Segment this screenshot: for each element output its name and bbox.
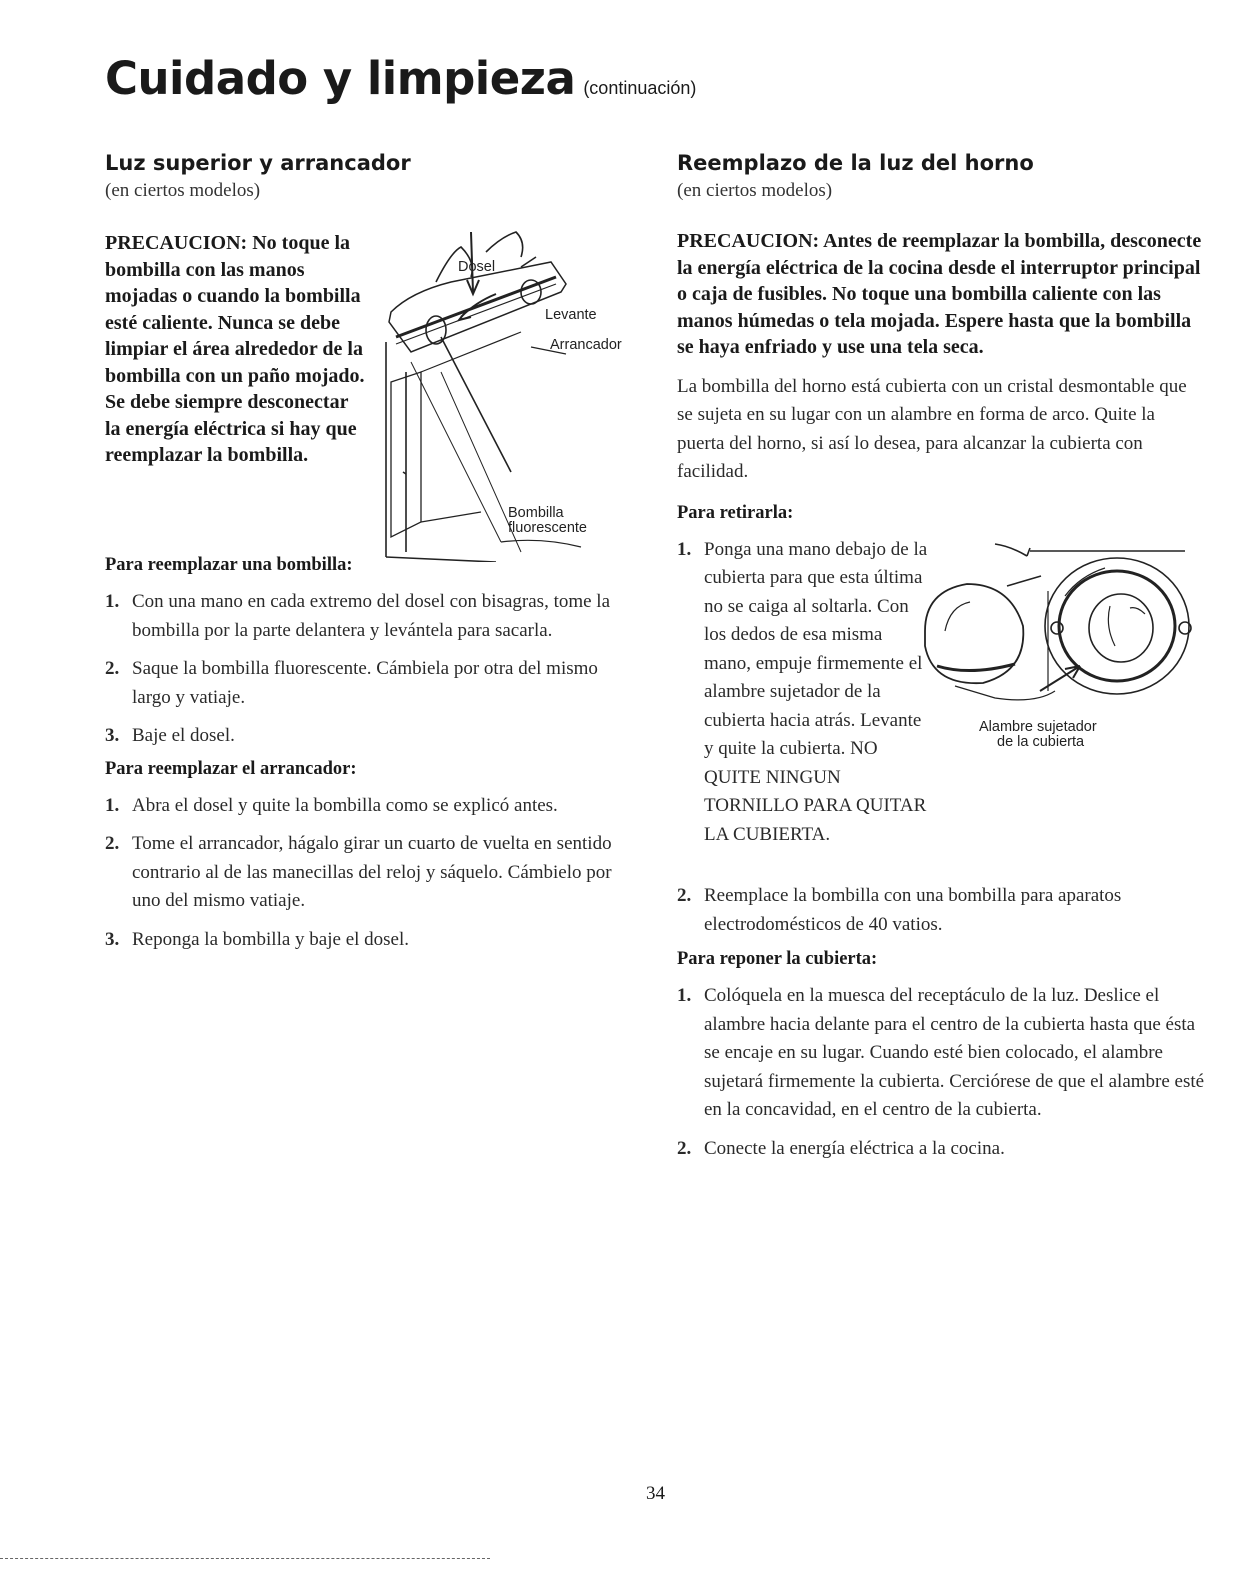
list-item: 3. Baje el dosel. — [105, 725, 235, 746]
list-item: 1. Ponga una mano debajo de la cubierta para que esta última no se caiga al soltarla. Con los dedos de esa misma mano, empuje firmemente el alambre sujetador de la cubierta hacia atrás. Levante y quite la cubierta. NO QUITE NINGUN TORNILLO PARA QUITAR LA CUBIERTA. — [677, 538, 928, 845]
list-item: 1. Abra el dosel y quite la bombilla como se explicó antes. — [105, 794, 558, 816]
models-note: (en ciertos modelos) — [677, 180, 833, 201]
label-arrancador: Arrancador — [550, 337, 622, 353]
caution-text: PRECAUCION: No toque la bombilla con las manos mojadas o cuando la bombilla esté caliente. Nunca se debe limpiar el área alrededor de la bombilla con un paño mojado. Se debe siempre desconectar la energía eléctrica si hay que reemplazar la bombilla. — [105, 232, 365, 466]
list-item: 2. Saque la bombilla fluorescente. Cámbiela por otra del mismo largo y vatiaje. — [105, 658, 598, 708]
list-item: 2. Reemplace la bombilla con una bombilla para aparatos electrodomésticos de 40 vatios. — [677, 885, 1122, 935]
right-column-lower — [677, 882, 1207, 1163]
caution-with-figure — [105, 202, 625, 552]
section-heading-overhead-light: Luz superior y arrancador — [105, 151, 411, 175]
remove-heading: Para retirarla: — [677, 502, 794, 523]
footer-rule — [0, 1558, 490, 1559]
replace-cover-steps — [677, 982, 1207, 1163]
list-item: 3. Reponga la bombilla y baje el dosel. — [105, 928, 410, 950]
label-levante: Levante — [545, 307, 597, 323]
replace-cover-heading: Para reponer la cubierta: — [677, 949, 878, 969]
right-column — [677, 150, 1207, 859]
section-heading-oven-light: Reemplazo de la luz del horno — [677, 151, 1034, 175]
oven-light-cover-illustration — [915, 536, 1215, 741]
label-wire-line2: de la cubierta — [997, 733, 1085, 750]
caution-text: PRECAUCION: Antes de reemplazar la bombilla, desconecte la energía eléctrica de la cocina desde el interruptor principal o caja de fusibles. No toque una bombilla caliente con las manos húmedas o tela mojada. Espere hasta que la bombilla se haya enfriado y use una tela seca. — [677, 230, 1202, 358]
remove-steps-with-figure — [677, 536, 1207, 850]
models-note: (en ciertos modelos) — [105, 180, 261, 201]
label-bombilla-line2: fluorescente — [508, 520, 587, 536]
remove-steps-continued — [677, 882, 1207, 939]
page-number: 34 — [646, 1483, 665, 1504]
replace-starter-steps — [105, 792, 625, 955]
replace-starter-heading: Para reemplazar el arrancador: — [105, 758, 357, 779]
page-title — [105, 52, 696, 105]
label-dosel: Dosel — [458, 259, 496, 275]
list-item: 1. Con una mano en cada extremo del dosel con bisagras, tome la bombilla por la parte delantera y levántela para sacarla. — [105, 591, 611, 641]
intro-paragraph: La bombilla del horno está cubierta con un cristal desmontable que se sujeta en su lugar con un alambre en forma de arco. Quite la puerta del horno, si así lo desea, para alcanzar la cubierta con facilidad. — [677, 375, 1187, 482]
list-item: 2. Tome el arrancador, hágalo girar un cuarto de vuelta en sentido contrario al de las manecillas del reloj y sáquelo. Cámbielo por uno del mismo vatiaje. — [105, 833, 612, 911]
list-item: 2. Conecte la energía eléctrica a la cocina. — [677, 1137, 1005, 1159]
page-title-subtitle: (continuación) — [583, 78, 697, 98]
page-title-main: Cuidado y limpieza — [105, 52, 576, 105]
replace-bulb-steps — [105, 588, 625, 751]
replace-bulb-heading: Para reemplazar una bombilla: — [105, 555, 353, 575]
left-column — [105, 150, 625, 954]
label-bombilla-line1: Bombilla — [508, 505, 564, 521]
list-item: 1. Colóquela en la muesca del receptáculo de la luz. Deslice el alambre hacia delante para el centro de la cubierta hasta que ésta se encaje en su lugar. Cuando esté bien colocado, el alambre sujetará firmemente la cubierta. Cerciórese de que el alambre esté en la concavidad, en el centro de la cubierta. — [677, 985, 1205, 1120]
label-wire-line1: Alambre sujetador — [979, 718, 1097, 735]
